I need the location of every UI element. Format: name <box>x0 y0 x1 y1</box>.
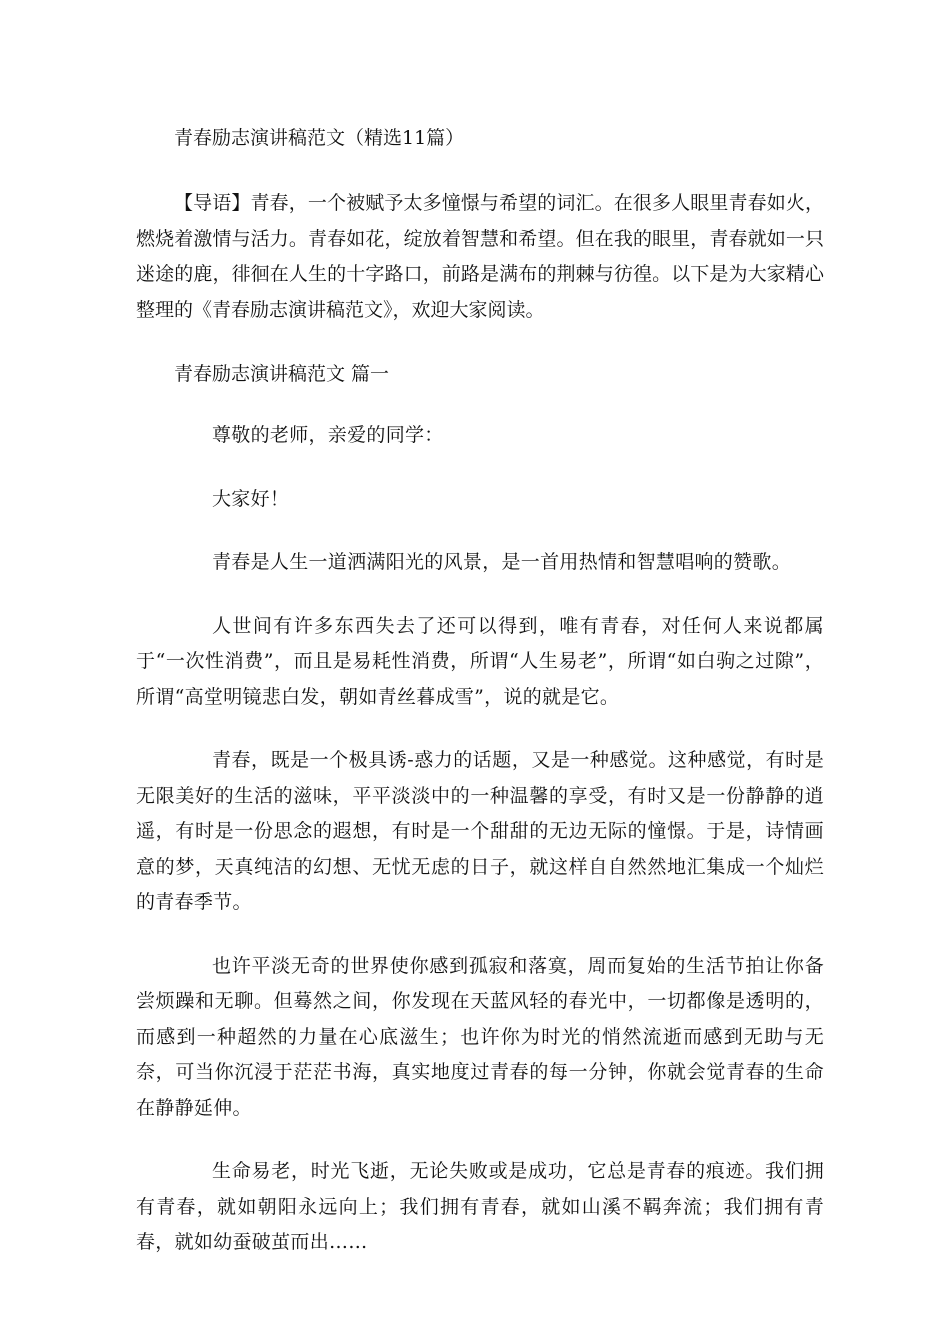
document-title: 青春励志演讲稿范文（精选11篇） <box>174 127 465 149</box>
section-heading: 青春励志演讲稿范文 篇一 <box>174 363 390 385</box>
paragraph-salutation: 尊敬的老师，亲爱的同学： <box>212 424 444 446</box>
paragraph-greeting: 大家好！ <box>212 487 290 510</box>
paragraph-body: 也许平淡无奇的世界使你感到孤寂和落寞，周而复始的生活节拍让你备尝烦躁和无聊。但蓦然之间，你发现在天蓝风轻的春光中，一切都像是透明的，而感到一种超然的力量在心底滋生；也许你为时光的悄然流逝而感到无助与无奈，可当你沉浸于茫茫书海，真实地度过青春的每一分钟，你就会觉青春的生命在静静延伸。 <box>136 954 824 1119</box>
paragraph-body: 人世间有许多东西失去了还可以得到，唯有青春，对任何人来说都属于“一次性消费”，而且是易耗性消费，所谓“人生易老”，所谓“如白驹之过隙”，所谓“高堂明镜悲白发，朝如青丝暮成雪”，说的就是它。 <box>136 614 824 708</box>
paragraph-body: 青春，既是一个极具诱-惑力的话题，又是一种感觉。这种感觉，有时是无限美好的生活的滋味，平平淡淡中的一种温馨的享受，有时又是一份静静的逍遥，有时是一份思念的遐想，有时是一个甜甜的无边无际的憧憬。于是，诗情画意的梦，天真纯洁的幻想、无忧无虑的日子，就这样自自然然地汇集成一个灿烂的青春季节。 <box>136 749 824 913</box>
paragraph-body: 青春是人生一道洒满阳光的风景，是一首用热情和智慧唱响的赞歌。 <box>212 551 792 573</box>
document-page <box>136 122 824 1289</box>
intro-text: 【导语】青春，一个被赋予太多憧憬与希望的词汇。在很多人眼里青春如火，燃烧着激情与活力。青春如花，绽放着智慧和希望。但在我的眼里，青春就如一只迷途的鹿，徘徊在人生的十字路口，前路是满布的荆棘与彷徨。以下是为大家精心整理的《青春励志演讲稿范文》，欢迎大家阅读。 <box>136 192 824 321</box>
intro-paragraph <box>136 186 824 328</box>
paragraph-body: 生命易老，时光飞逝，无论失败或是成功，它总是青春的痕迹。我们拥有青春，就如朝阳永远向上；我们拥有青春，就如山溪不羁奔流；我们拥有青春，就如幼蚕破茧而出…… <box>136 1160 824 1253</box>
